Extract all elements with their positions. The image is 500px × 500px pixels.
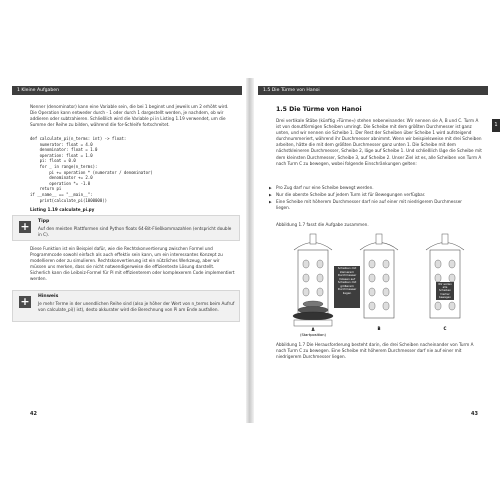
right-header-text: 1.5 Die Türme von Hanoi — [263, 88, 320, 93]
code-line: denominator += 2.0 — [30, 175, 93, 181]
tower-a — [293, 234, 333, 320]
left-middle-paragraph: Diese Funktion ist ein Beispiel dafür, wie die Rechtskonvertierung zwischen Formel und Programmcode sowohl einfach als auch effektiv sein kann, um ein interessantes Konzept zu modellieren oder zu simulieren. Rechtskonvertierung ist ein nützliches Werkzeug, aber wir müssen uns merken, dass sie nicht notwendigerweise die effizienteste Lösung darstellt. Sicherlich kann die Leibniz-Formel für Pi mit effizienterem oder komplexerem Code implementiert werden. — [30, 246, 235, 282]
note-title: Hinweis — [38, 294, 59, 299]
tower-c — [426, 234, 464, 318]
note-body: Je mehr Terme in der unendlichen Reihe sind (also je höher der Wert von n_terms beim Aufruf von calculate_pi() ist), desto akkurater wird die Berechnung von Pi am Ende ausfallen. — [38, 301, 235, 312]
tower-b — [360, 234, 398, 318]
tip-body: Auf den meisten Plattformen sind Python floats 64-Bit-Fließkommazahlen (entspricht double in C). — [38, 226, 232, 237]
code-line: print(calculate_pi(1000000)) — [30, 197, 108, 203]
code-line: return pi — [30, 186, 62, 192]
code-line: operation *= -1.0 — [30, 180, 91, 186]
code-line: pi: float = 0.0 — [30, 158, 76, 164]
right-page-number: 43 — [471, 411, 478, 417]
book-spine — [246, 78, 254, 423]
chapter-thumb-tab: 1 — [492, 119, 500, 132]
tower-b-label: B — [377, 326, 381, 331]
tower-c-label: C — [443, 326, 447, 331]
listing-caption: Listing 1.19 calculate_pi.py — [30, 207, 95, 212]
code-line: pi += operation * (numerator / denominator) — [30, 169, 153, 175]
right-body-paragraph: Drei vertikale Stäbe (künftig »Türme«) stehen nebeneinander. Wir nennen sie A, B und C. Turm A ist von donutförmigen Scheiben umringt. Die Scheibe mit dem größten Durchmesser ist ganz unten, und wir nennen sie Scheibe 1. Der Rest der Scheiben über Scheibe 1 wird aufsteigend durchnummeriert, während ihr Durchmesser abnimmt. Wenn wir beispielsweise mit drei Scheiben arbeiten, hätte die mit dem größten Durchmesser ganz unten 1. Die Scheibe mit dem nächstkleineren Durchmesser, Scheibe 2, läge auf Scheibe 1. Und schließlich läge die Scheibe mit dem kleinsten Durchmesser, Scheibe 3, auf Scheibe 2. Unser Ziel ist es, alle Scheiben von Turm A nach Turm C zu bewegen, wobei folgende Einschränkungen gelten: — [276, 118, 482, 166]
plus-icon: + — [20, 295, 30, 308]
left-header-text: 1 Kleine Aufgaben — [17, 88, 60, 93]
plus-icon: + — [20, 220, 30, 233]
right-page — [254, 78, 492, 423]
code-line: numerator: float = 4.0 — [30, 141, 93, 147]
tower-a-sublabel: (Startposition) — [300, 333, 326, 337]
code-line: if __name__ == "__main__": — [30, 191, 93, 197]
figure-caption: Abbildung 1.7 Die Herausforderung besteht darin, die drei Scheiben nacheinander von Turm A nach Turm C zu bewegen. Eine Scheibe mit höherem Durchmesser darf nie auf einer mit niedrigerem Durchmesser liegen. — [276, 342, 474, 359]
code-listing — [30, 136, 153, 203]
tower-a-label: A — [311, 327, 315, 332]
bullet-item: ▶ Nur die oberste Scheibe auf jedem Turm ist für Bewegungen verfügbar. — [276, 192, 476, 198]
figure-intro: Abbildung 1.7 fasst die Aufgabe zusammen. — [276, 222, 369, 227]
callout-right-text: Wir wollen alle Scheiben hierher bewegen — [438, 283, 452, 299]
bullet-item: ▶ Eine Scheibe mit höherem Durchmesser darf nie auf einer mit niedrigerem Durchmesser liegen. — [276, 199, 476, 211]
left-page-number: 42 — [30, 411, 37, 417]
hanoi-figure — [276, 230, 486, 340]
code-line: operation: float = 1.0 — [30, 152, 93, 158]
callout-left-text: Scheiben mit kleinerem Durchmesser müssen auf Scheiben mit größerem Durchmesser liegen — [337, 267, 357, 295]
tip-box — [12, 215, 240, 241]
left-running-header — [12, 86, 242, 95]
disk-1 — [293, 312, 333, 320]
right-running-header — [258, 86, 488, 95]
section-heading: 1.5 Die Türme von Hanoi — [276, 106, 362, 113]
code-line: for _ in range(n_terms): — [30, 163, 98, 169]
note-box — [12, 290, 240, 322]
left-page — [8, 78, 246, 423]
tip-title: Tipp — [38, 219, 50, 224]
code-line: denominator: float = 1.0 — [30, 147, 98, 153]
disk-3 — [303, 301, 323, 307]
left-intro-paragraph: Nenner (denominator) kann eine Variable sein, die bei 1 beginnt und jeweils um 2 erhöht wird. Die Operation kann entweder durch - 1 oder durch 1 dargestellt werden, je nachdem, ob wir addieren oder subtrahieren. Schließlich wird die Variable pi in Listing 1.19 verwendet, um die Summe der Reihe zu bilden, während die for-Schleife fortschreitet. — [30, 104, 229, 128]
code-line: def calculate_pi(n_terms: int) -> float: — [30, 136, 127, 141]
bullet-item: ▶ Pro Zug darf nur eine Scheibe bewegt werden. — [276, 185, 476, 191]
